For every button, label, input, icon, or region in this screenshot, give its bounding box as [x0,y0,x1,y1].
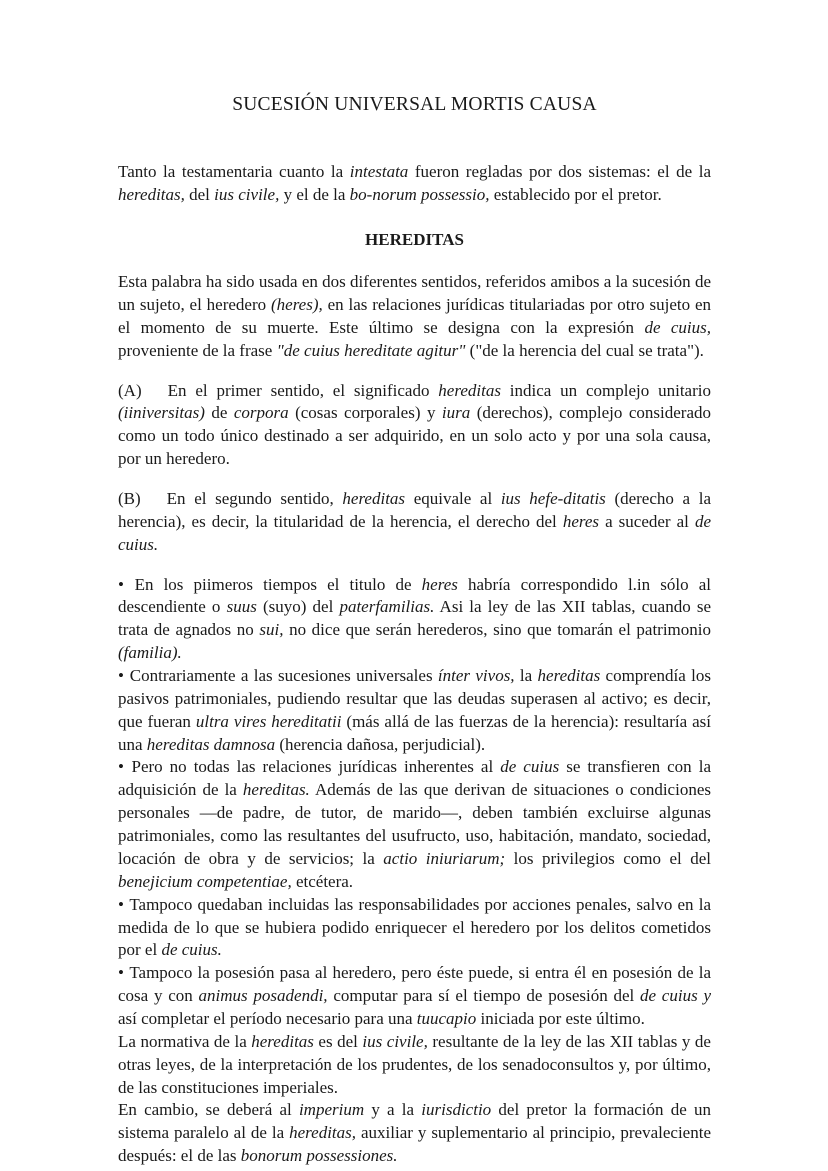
intro-text-3: del [184,185,215,205]
paragraph-b-italic-4: de cuius. [118,511,711,554]
hereditas-text-4: ("de la herencia del cual se trata"). [465,340,704,360]
closing-0-text-2: es del [313,1031,363,1051]
list-item [118,962,711,1031]
bullet-0-text-2: habría correspondido l.in sólo al descendiente o [118,574,712,617]
closing-0-italic-2: ius civile, [362,1031,428,1051]
paragraph-b [118,488,711,557]
paragraph-a-text-1: En el primer sentido, el significado [167,380,439,400]
bullet-0-text-4: Asi la ley de las XII tablas, cuando se trata de agnados no [118,597,711,640]
hereditas-italic-2: de cuius, [644,317,712,337]
bullet-1-italic-4: hereditas damnosa [146,734,276,754]
paragraph-a-text-2: indica un complejo unitario [500,380,711,400]
bullet-1-italic-1: ínter vivos, [437,666,515,686]
bullet-4-text-3: así completar el período necesario para una [118,1008,417,1028]
closing-0-text-3: resultante de la ley de las XII tablas y de otras leyes, de la interpretación de los prudentes, de los senadoconsultos y, por último, de las constituciones imperiales. [118,1031,711,1097]
intro-text-1: Tanto la testamentaria cuanto la [118,162,350,182]
bullet-3-text-1: Tampoco quedaban incluidas las responsabilidades por acciones penales, salvo en la medida de lo que se hubiera podido enriquecer el heredero por los delitos cometidos por el [118,894,711,960]
intro-text-2: fueron regladas por dos sistemas: el de la [408,162,711,182]
closing-1-italic-1: imperium [298,1100,365,1120]
intro-paragraph [118,161,711,207]
closing-1-text-2: y a la [364,1100,422,1120]
intro-italic-4: bo-norum possessio, [349,185,490,205]
intro-italic-1: intestata [349,162,409,182]
paragraph-b-italic-2: ius hefe-ditatis [500,489,606,509]
paragraph-a [118,380,711,471]
bullet-1-text-1: Contrariamente a las sucesiones universales [124,666,438,686]
bullet-4-text-4: iniciada por este último. [476,1008,645,1028]
paragraph-a-italic-1: hereditas [438,380,501,400]
closing-1-italic-3: hereditas, [289,1123,357,1143]
bullet-2-text-5: etcétera. [291,871,354,891]
closing-1-italic-2: iurisdictio [421,1100,492,1120]
bullet-4-text-2: computar para sí el tiempo de posesión del [327,986,640,1006]
page-title: SUCESIÓN UNIVERSAL MORTIS CAUSA [232,94,597,115]
bullet-icon: • [118,963,125,983]
bullet-icon: • [118,757,125,777]
closing-paragraph-2 [118,1099,711,1168]
bullet-0-italic-5: (familia). [118,643,182,663]
bullet-4-italic-1: animus posadendi, [198,986,328,1006]
paragraph-b-text-4: a suceder al [599,511,695,531]
bullet-0-text-3: (suyo) del [256,597,340,617]
bullet-2-italic-3: actio iniuriarum; [383,848,506,868]
intro-italic-3: ius civile, [214,185,280,205]
bullet-4-italic-3: tuucapio [416,1008,477,1028]
bullet-1-italic-2: hereditas [537,666,601,686]
bullet-1-text-4: (más allá de las fuerzas de la herencia): resultaría así una [118,711,712,754]
bullet-2-italic-4: benejicium competentiae, [118,871,292,891]
list-item [118,756,711,893]
hereditas-text-3: proveniente de la frase [118,340,277,360]
bullet-icon: • [118,574,125,594]
intro-text-5: establecido por el pretor. [489,185,662,205]
bullet-0-italic-4: sui, [259,620,284,640]
hereditas-text-2: en las relaciones jurídicas titulariadas por otro sujeto en el momento de su muerte. Este último se designa con la expresión [118,295,711,337]
paragraph-a-italic-2: (iiniversitas) [118,403,205,423]
closing-1-text-4: auxiliar y suplementario al principio, prevaleciente después: el de las [118,1123,711,1166]
intro-text-4: y el de la [279,185,350,205]
bullet-0-text-5: no dice que serán herederos, sino que tomarán el patrimonio [283,620,711,640]
paragraph-a-text-4: (cosas corporales) y [288,403,442,423]
closing-1-text-1: En cambio, se deberá al [118,1100,299,1120]
hereditas-intro-paragraph [118,271,711,362]
list-item [118,574,711,665]
paragraph-a-label: (A) [118,380,142,400]
closing-1-text-3: del pretor la formación de un sistema paralelo al de la [118,1100,711,1143]
bullet-2-text-2: se transfieren con la adquisición de la [118,757,711,800]
paragraph-a-text-3: de [204,403,234,423]
bullet-1-italic-3: ultra vires hereditatii [195,711,342,731]
bullet-2-text-4: los privilegios como el del [505,848,711,868]
bullet-2-text-3: Además de las que derivan de situaciones o condiciones personales —de padre, de tutor, de marido—, deben también excluirse algunas patrimoniales, como las resultantes del usufructo, uso, habitación, mandato, sociedad, locación de obra y de servicios; la [118,780,711,868]
bullet-icon: • [118,666,125,686]
paragraph-a-text-5: (derechos), complejo considerado como un todo único destinado a ser adquirido, en un solo acto y por una sola causa, por un heredero. [118,403,711,469]
paragraph-b-italic-3: heres [562,511,600,531]
intro-italic-2: hereditas, [118,185,185,205]
list-item [118,665,711,756]
paragraph-a-italic-3: corpora [233,403,289,423]
hereditas-italic-3: "de cuius hereditate agitur" [276,340,466,360]
list-item [118,894,711,963]
paragraph-b-label: (B) [118,489,141,509]
paragraph-b-text-3: (derecho a la herencia), es decir, la titularidad de la herencia, el derecho del [118,489,711,531]
paragraph-b-text-2: equivale al [405,489,501,509]
paragraph-b-text-1: En el segundo sentido, [166,489,343,509]
bullet-2-italic-2: hereditas. [242,780,310,800]
closing-paragraph-1 [118,1031,711,1100]
closing-0-italic-1: hereditas [251,1031,314,1051]
bullet-4-text-1: Tampoco la posesión pasa al heredero, pero éste puede, si entra él en posesión de la cosa y con [118,963,711,1006]
section-heading-hereditas: HEREDITAS [365,230,464,250]
paragraph-b-italic-1: hereditas [342,489,406,509]
closing-0-text-1: La normativa de la [118,1031,252,1051]
bullet-0-text-1: En los piimeros tiempos el titulo de [124,574,422,594]
bullet-0-italic-3: paterfamilias. [339,597,435,617]
bullet-2-text-1: Pero no todas las relaciones jurídicas inherentes al [124,757,501,777]
bullet-0-italic-2: suus [226,597,257,617]
bullet-4-italic-2: de cuius y [640,986,711,1006]
bullet-3-italic-1: de cuius. [161,940,222,960]
bullet-2-italic-1: de cuius [500,757,560,777]
hereditas-italic-1: (heres), [270,295,323,315]
bullet-1-text-5: (herencia dañosa, perjudicial). [275,734,486,754]
paragraph-a-italic-4: iura [441,403,471,423]
bullet-1-text-2: la [514,666,538,686]
document-body [118,92,711,1168]
bullet-0-italic-1: heres [421,574,458,594]
bullet-icon: • [118,894,125,914]
closing-1-italic-4: bonorum possessiones. [240,1146,398,1166]
hereditas-text-1: Esta palabra ha sido usada en dos diferentes sentidos, referidos amibos a la sucesión de un sujeto, el heredero [118,272,711,315]
bullet-1-text-3: comprendía los pasivos patrimoniales, pudiendo resultar que las deudas superasen al activo; es decir, que fueran [118,666,711,731]
